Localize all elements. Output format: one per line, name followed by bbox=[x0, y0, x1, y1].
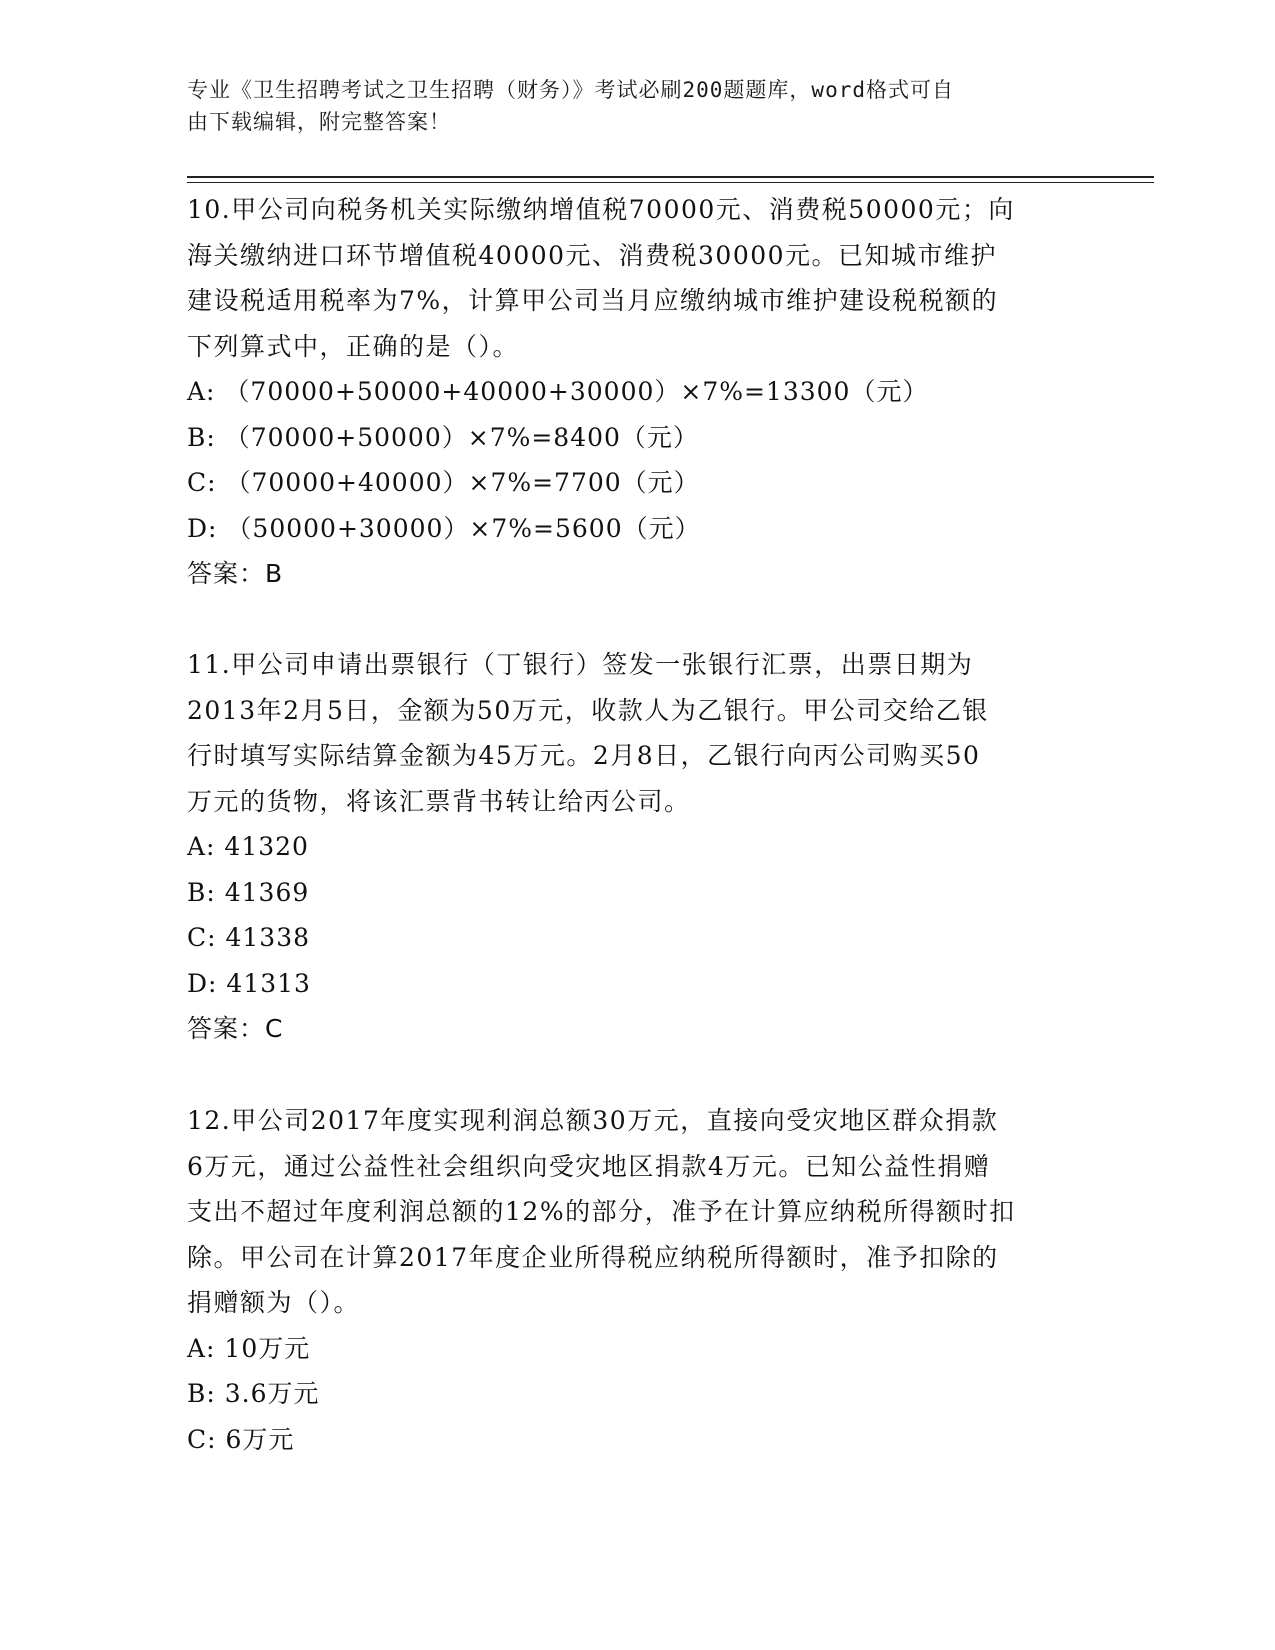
question-stem-line: 12.甲公司2017年度实现利润总额30万元，直接向受灾地区群众捐款 bbox=[187, 1106, 999, 1135]
header-rule-thick bbox=[187, 176, 1154, 178]
question-11 bbox=[187, 642, 1087, 1052]
option-a: A: （70000+50000+40000+30000）×7%=13300（元） bbox=[187, 377, 929, 406]
question-stem-line: 捐赠额为（）。 bbox=[187, 1288, 361, 1317]
question-stem-line: 6万元，通过公益性社会组织向受灾地区捐款4万元。已知公益性捐赠 bbox=[187, 1151, 991, 1181]
option-b: B: （70000+50000）×7%=8400（元） bbox=[187, 422, 699, 452]
option-c: C: （70000+40000）×7%=7700（元） bbox=[187, 468, 700, 497]
question-stem-line: 建设税适用税率为7%，计算甲公司当月应缴纳城市维护建设税税额的 bbox=[187, 286, 999, 315]
question-12 bbox=[187, 1098, 1087, 1462]
question-stem-line: 下列算式中，正确的是（）。 bbox=[187, 331, 520, 361]
option-c: C: 41338 bbox=[187, 923, 311, 952]
option-d: D: （50000+30000）×7%=5600（元） bbox=[187, 513, 701, 543]
question-stem-line: 10.甲公司向税务机关实际缴纳增值税70000元、消费税50000元；向 bbox=[187, 195, 1015, 224]
header-line-2: 由下载编辑，附完整答案！ bbox=[187, 110, 451, 134]
option-a: A: 10万元 bbox=[187, 1333, 311, 1363]
question-stem-line: 除。甲公司在计算2017年度企业所得税应纳税所得额时，准予扣除的 bbox=[187, 1242, 999, 1272]
question-10 bbox=[187, 187, 1087, 597]
header-rule-thin bbox=[187, 182, 1154, 183]
document-header bbox=[187, 74, 1087, 138]
header-line-1: 专业《卫生招聘考试之卫生招聘（财务）》考试必刷200题题库，word格式可自 bbox=[187, 78, 954, 102]
option-b: B: 41369 bbox=[187, 877, 310, 907]
option-d: D: 41313 bbox=[187, 968, 311, 998]
question-stem-line: 海关缴纳进口环节增值税40000元、消费税30000元。已知城市维护 bbox=[187, 240, 998, 270]
option-a: A: 41320 bbox=[187, 832, 309, 861]
question-stem-line: 11.甲公司申请出票银行（丁银行）签发一张银行汇票，出票日期为 bbox=[187, 650, 974, 679]
question-stem-line: 行时填写实际结算金额为45万元。2月8日，乙银行向丙公司购买50 bbox=[187, 741, 981, 770]
option-b: B: 3.6万元 bbox=[187, 1379, 320, 1408]
question-stem-line: 支出不超过年度利润总额的12%的部分，准予在计算应纳税所得额时扣 bbox=[187, 1197, 1016, 1226]
question-stem-line: 万元的货物，将该汇票背书转让给丙公司。 bbox=[187, 786, 691, 816]
question-stem-line: 2013年2月5日，金额为50万元，收款人为乙银行。甲公司交给乙银 bbox=[187, 695, 989, 725]
option-c: C: 6万元 bbox=[187, 1424, 295, 1454]
answer-line: 答案：B bbox=[187, 559, 284, 588]
answer-line: 答案：C bbox=[187, 1014, 284, 1043]
